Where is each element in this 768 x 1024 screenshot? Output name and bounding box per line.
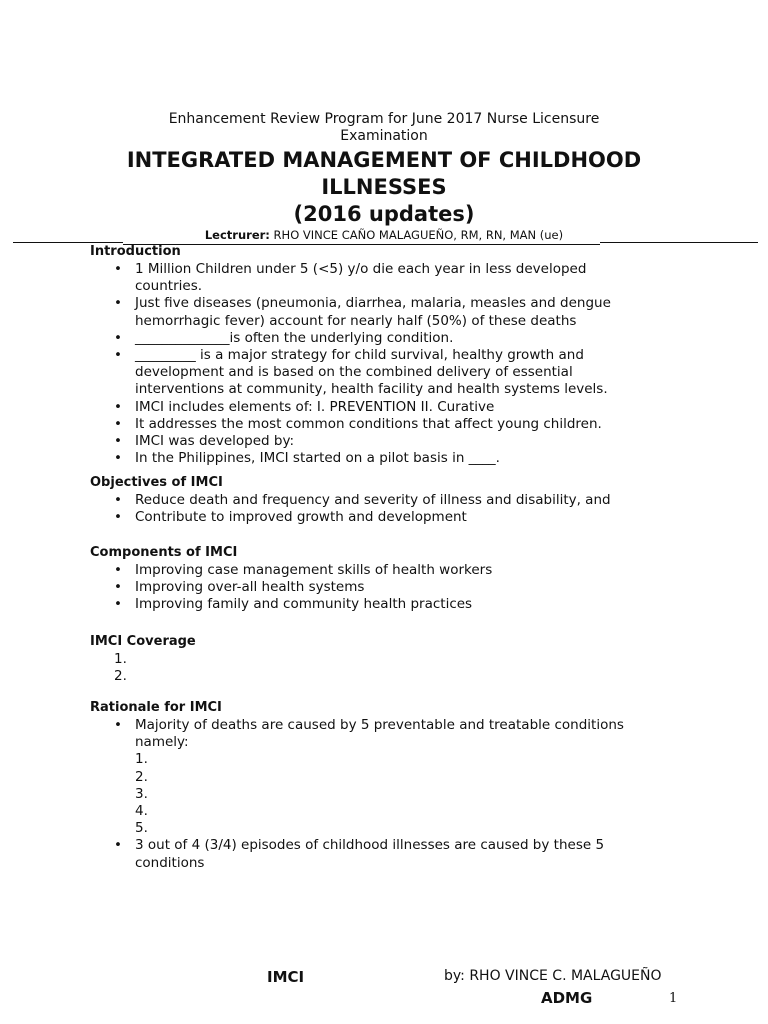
coverage-heading: IMCI Coverage [90, 634, 196, 649]
list-item: • It addresses the most common conditions that affect young children. [114, 415, 602, 432]
main-title-line3: (2016 updates) [293, 202, 475, 226]
list-item: • In the Philippines, IMCI started on a pilot basis in ____. [114, 450, 500, 467]
list-item: • 1 Million Children under 5 (<5) y/o die each year in less developed countries. [114, 261, 587, 295]
divider-mid [123, 244, 600, 245]
footer-title: IMCI [267, 968, 305, 986]
objectives-list [90, 492, 650, 526]
list-item: • Reduce death and frequency and severity of illness and disability, and [114, 492, 611, 508]
list-item: 3. [135, 785, 148, 802]
components-heading: Components of IMCI [90, 545, 238, 560]
list-item: • IMCI includes elements of: I. PREVENTION II. Curative [114, 398, 495, 415]
lecturer-line [90, 228, 678, 243]
footer-author: by: RHO VINCE C. MALAGUEÑO [444, 968, 662, 984]
list-item: 5. [135, 820, 148, 837]
list-item: • _________ is a major strategy for child survival, healthy growth and development and is based on the combined delivery of essential interventions at community, health facility and health systems levels. [114, 347, 608, 398]
list-item: • Contribute to improved growth and development [114, 509, 467, 526]
program-title-line1: Enhancement Review Program for June 2017 Nurse Licensure [168, 111, 600, 127]
rationale-heading: Rationale for IMCI [90, 700, 222, 715]
list-item: • IMCI was developed by: [114, 433, 295, 450]
list-item: 2. [135, 768, 148, 785]
coverage-list [90, 651, 650, 685]
introduction-heading: Introduction [90, 244, 181, 259]
list-item: • Improving case management skills of health workers [114, 562, 493, 578]
list-item: 1. [135, 751, 148, 768]
rationale-sublist [135, 751, 650, 837]
objectives-heading: Objectives of IMCI [90, 475, 223, 490]
divider-left [13, 242, 123, 243]
components-list [90, 562, 650, 614]
program-title-line2: Examination [340, 128, 428, 144]
list-item: • Improving over-all health systems [114, 579, 365, 596]
list-item: 1. [114, 651, 127, 667]
lecturer-label: Lectrurer: [204, 228, 270, 242]
list-item: • 3 out of 4 (3/4) episodes of childhood illnesses are caused by these 5 conditions [114, 837, 605, 871]
list-item: • Majority of deaths are caused by 5 preventable and treatable conditions namely: 1. 2. 3. 4. 5. [90, 717, 650, 837]
main-title-line1: INTEGRATED MANAGEMENT OF CHILDHOOD [126, 148, 642, 172]
list-item: • ______________is often the underlying condition. [114, 329, 454, 346]
list-item: • Improving family and community health practices [114, 596, 473, 613]
divider-right [600, 242, 758, 243]
page-number: 1 [669, 991, 678, 1006]
lecturer-name: RHO VINCE CAÑO MALAGUEÑO, RM, RN, MAN (ue) [269, 228, 564, 242]
list-item: • Just five diseases (pneumonia, diarrhea, malaria, measles and dengue hemorrhagic fever) account for nearly half (50%) of these deaths [114, 295, 611, 329]
rationale-list [90, 717, 650, 872]
introduction-list [90, 261, 650, 467]
footer-admg: ADMG [541, 989, 593, 1007]
main-title-line2: ILLNESSES [321, 175, 447, 199]
list-item: 2. [114, 668, 127, 685]
list-item: 4. [135, 803, 148, 820]
